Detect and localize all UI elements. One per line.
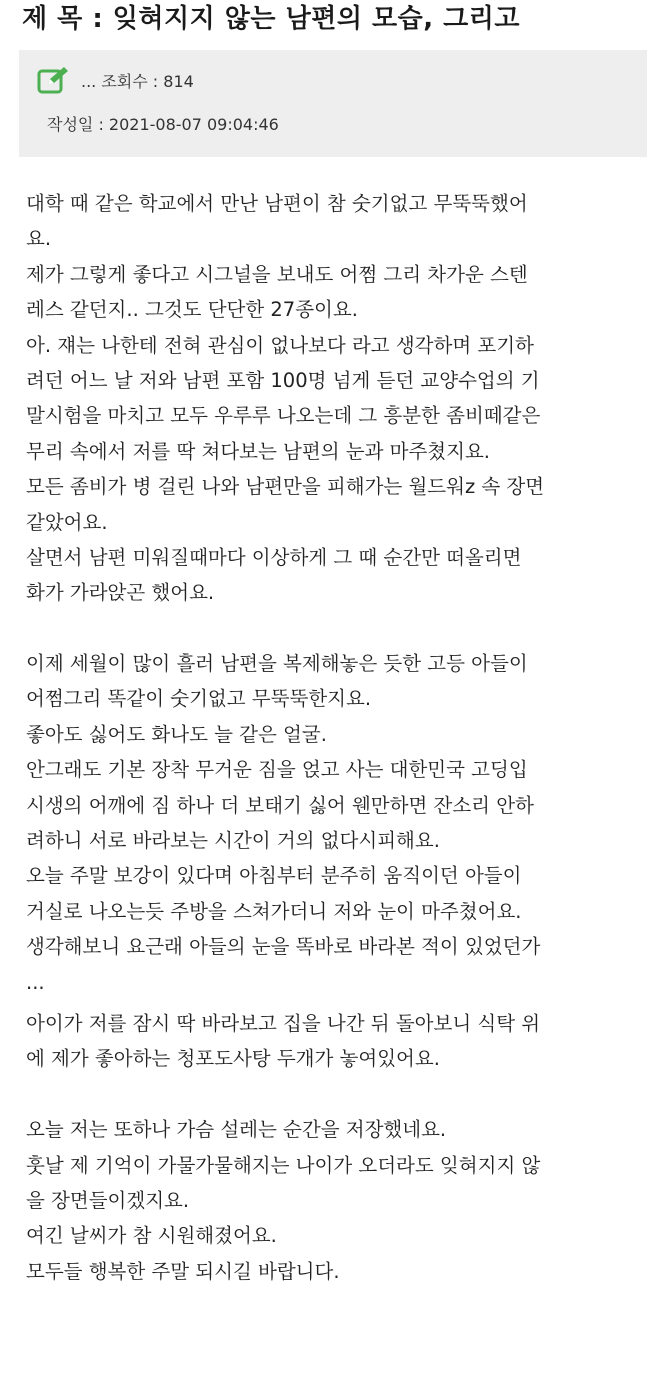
body-line: 말시험을 마치고 모두 우루루 나오는데 그 흥분한 좀비떼같은 xyxy=(26,404,541,428)
body-line: 훗날 제 기억이 가물가물해지는 나이가 오더라도 잊혀지지 않 xyxy=(26,1153,541,1177)
body-line: 요. xyxy=(26,227,52,251)
body-line: 모든 좀비가 병 걸린 나와 남편만을 피해가는 월드워z 속 장면 xyxy=(26,475,545,499)
post-meta-row xyxy=(37,64,194,96)
post-title: 제 목 : 잊혀지지 않는 남편의 모습, 그리고 xyxy=(22,4,520,34)
body-line: 여긴 날씨가 참 시원해졌어요. xyxy=(26,1224,277,1248)
body-line: 아. 쟤는 나한테 전혀 관심이 없나보다 라고 생각하며 포기하 xyxy=(26,333,534,357)
body-line: 려하니 서로 바라보는 시간이 거의 없다시피해요. xyxy=(26,829,440,853)
body-line: 거실로 나오는듯 주방을 스쳐가더니 저와 눈이 마주쳤어요. xyxy=(26,899,522,923)
body-line: 무리 속에서 저를 딱 쳐다보는 남편의 눈과 마주쳤지요. xyxy=(26,439,491,463)
body-line: 아이가 저를 잠시 딱 바라보고 집을 나간 뒤 돌아보니 식탁 위 xyxy=(26,1011,541,1035)
post-meta-box xyxy=(19,50,647,157)
body-line: 화가 가라앉곤 했어요. xyxy=(26,581,215,605)
body-line: 생각해보니 요근래 아들의 눈을 똑바로 바라본 적이 있었던가 xyxy=(26,935,541,959)
body-line: 안그래도 기본 장착 무거운 짐을 얹고 사는 대한민국 고딩입 xyxy=(26,758,528,782)
body-line: 을 장면들이겠지요. xyxy=(26,1188,190,1212)
body-line: 오늘 저는 또하나 가슴 설레는 순간을 저장했네요. xyxy=(26,1118,447,1142)
body-line: 대학 때 같은 학교에서 만난 남편이 참 숫기없고 무뚝뚝했어 xyxy=(26,192,528,215)
body-line: 어쩜그리 똑같이 숫기없고 무뚝뚝한지요. xyxy=(26,687,372,711)
body-line: 살면서 남편 미워질때마다 이상하게 그 때 순간만 떠올리면 xyxy=(26,545,522,569)
body-line: 에 제가 좋아하는 청포도사탕 두개가 놓여있어요. xyxy=(26,1047,440,1071)
body-line: ... xyxy=(26,970,45,994)
paragraph-gap xyxy=(26,1077,650,1112)
body-line: 좋아도 싫어도 화나도 늘 같은 얼굴. xyxy=(26,722,327,746)
body-line: 모두들 행복한 주말 되시길 바랍니다. xyxy=(26,1259,340,1283)
body-line: 려던 어느 날 저와 남편 포함 100명 넘게 듣던 교양수업의 기 xyxy=(26,368,540,392)
body-line: 시생의 어깨에 짐 하나 더 보태기 싫어 웬만하면 잔소리 안하 xyxy=(26,793,534,817)
view-count: ... 조회수 : 814 xyxy=(81,71,194,91)
post-body xyxy=(26,186,650,1289)
body-line: 오늘 주말 보강이 있다며 아침부터 분주히 움직이던 아들이 xyxy=(26,864,522,888)
body-line: 레스 같던지.. 그것도 단단한 27종이요. xyxy=(26,298,358,322)
body-line: 이제 세월이 많이 흘러 남편을 복제해놓은 듯한 고등 아들이 xyxy=(26,652,528,676)
post-date: 작성일 : 2021-08-07 09:04:46 xyxy=(47,115,279,134)
edit-icon[interactable] xyxy=(37,65,71,95)
paragraph-gap xyxy=(26,611,650,646)
body-line: 같았어요. xyxy=(26,510,108,534)
body-line: 제가 그렇게 좋다고 시그널을 보내도 어쩜 그리 차가운 스텐 xyxy=(26,262,528,286)
